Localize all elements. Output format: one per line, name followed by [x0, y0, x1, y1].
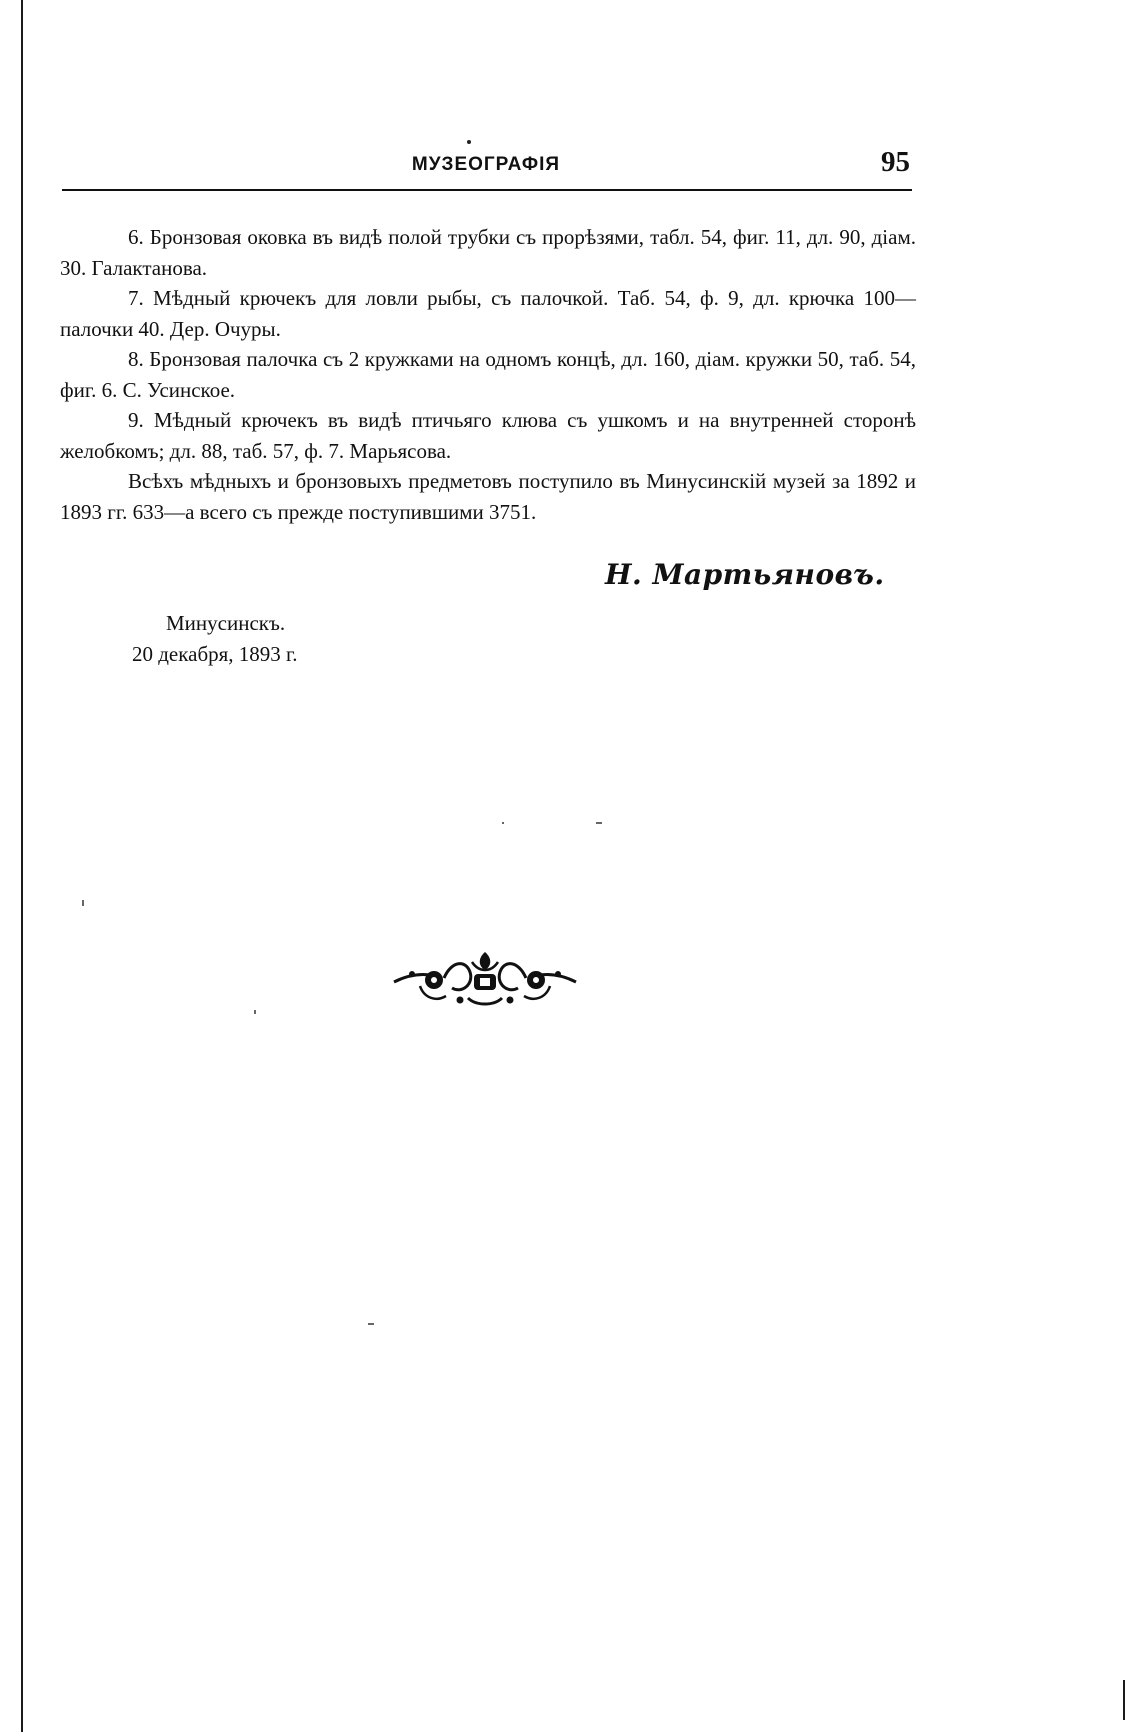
body-text — [60, 222, 916, 527]
scan-edge-line — [21, 0, 23, 1732]
paragraph-summary: Всѣхъ мѣдныхъ и бронзовыхъ предметовъ поступило въ Минусинскій музей за 1892 и 1893 гг. 633—а всего съ прежде поступившими 3751. — [60, 469, 916, 524]
author-signature: Н. Мартьяновъ. — [605, 558, 885, 591]
paragraph-item-8: 8. Бронзовая палочка съ 2 кружками на одномъ концѣ, дл. 160, діам. кружки 50, таб. 54, фиг. 6. С. Усинское. — [60, 347, 916, 402]
floral-ornament-icon — [390, 948, 580, 1008]
scan-speck — [502, 822, 504, 824]
scan-speck — [254, 1010, 256, 1014]
date-line: 20 декабря, 1893 г. — [132, 642, 298, 666]
header-rule — [62, 189, 912, 191]
paragraph-item-6: 6. Бронзовая оковка въ видѣ полой трубки съ прорѣзями, табл. 54, фиг. 11, дл. 90, діам. 30. Галактанова. — [60, 225, 916, 280]
page-header — [62, 140, 910, 186]
paragraph-item-9: 9. Мѣдный крючекъ въ видѣ птичьяго клюва съ ушкомъ и на внутренней сторонѣ желобкомъ; дл. 88, таб. 57, ф. 7. Марьясова. — [60, 408, 916, 463]
scan-speck — [82, 900, 84, 906]
scan-speck — [368, 1323, 374, 1325]
running-title: МУЗЕОГРАФІЯ — [411, 154, 561, 175]
scan-speck — [596, 822, 602, 824]
place-line: Минусинскъ. — [166, 611, 286, 635]
place-date-block — [132, 608, 298, 670]
header-dot — [467, 140, 471, 144]
page-number: 95 — [881, 146, 910, 178]
scan-edge-mark — [1123, 1680, 1125, 1720]
paragraph-item-7: 7. Мѣдный крючекъ для ловли рыбы, съ палочкой. Таб. 54, ф. 9, дл. крючка 100—палочки 40. Дер. Очуры. — [60, 286, 916, 341]
